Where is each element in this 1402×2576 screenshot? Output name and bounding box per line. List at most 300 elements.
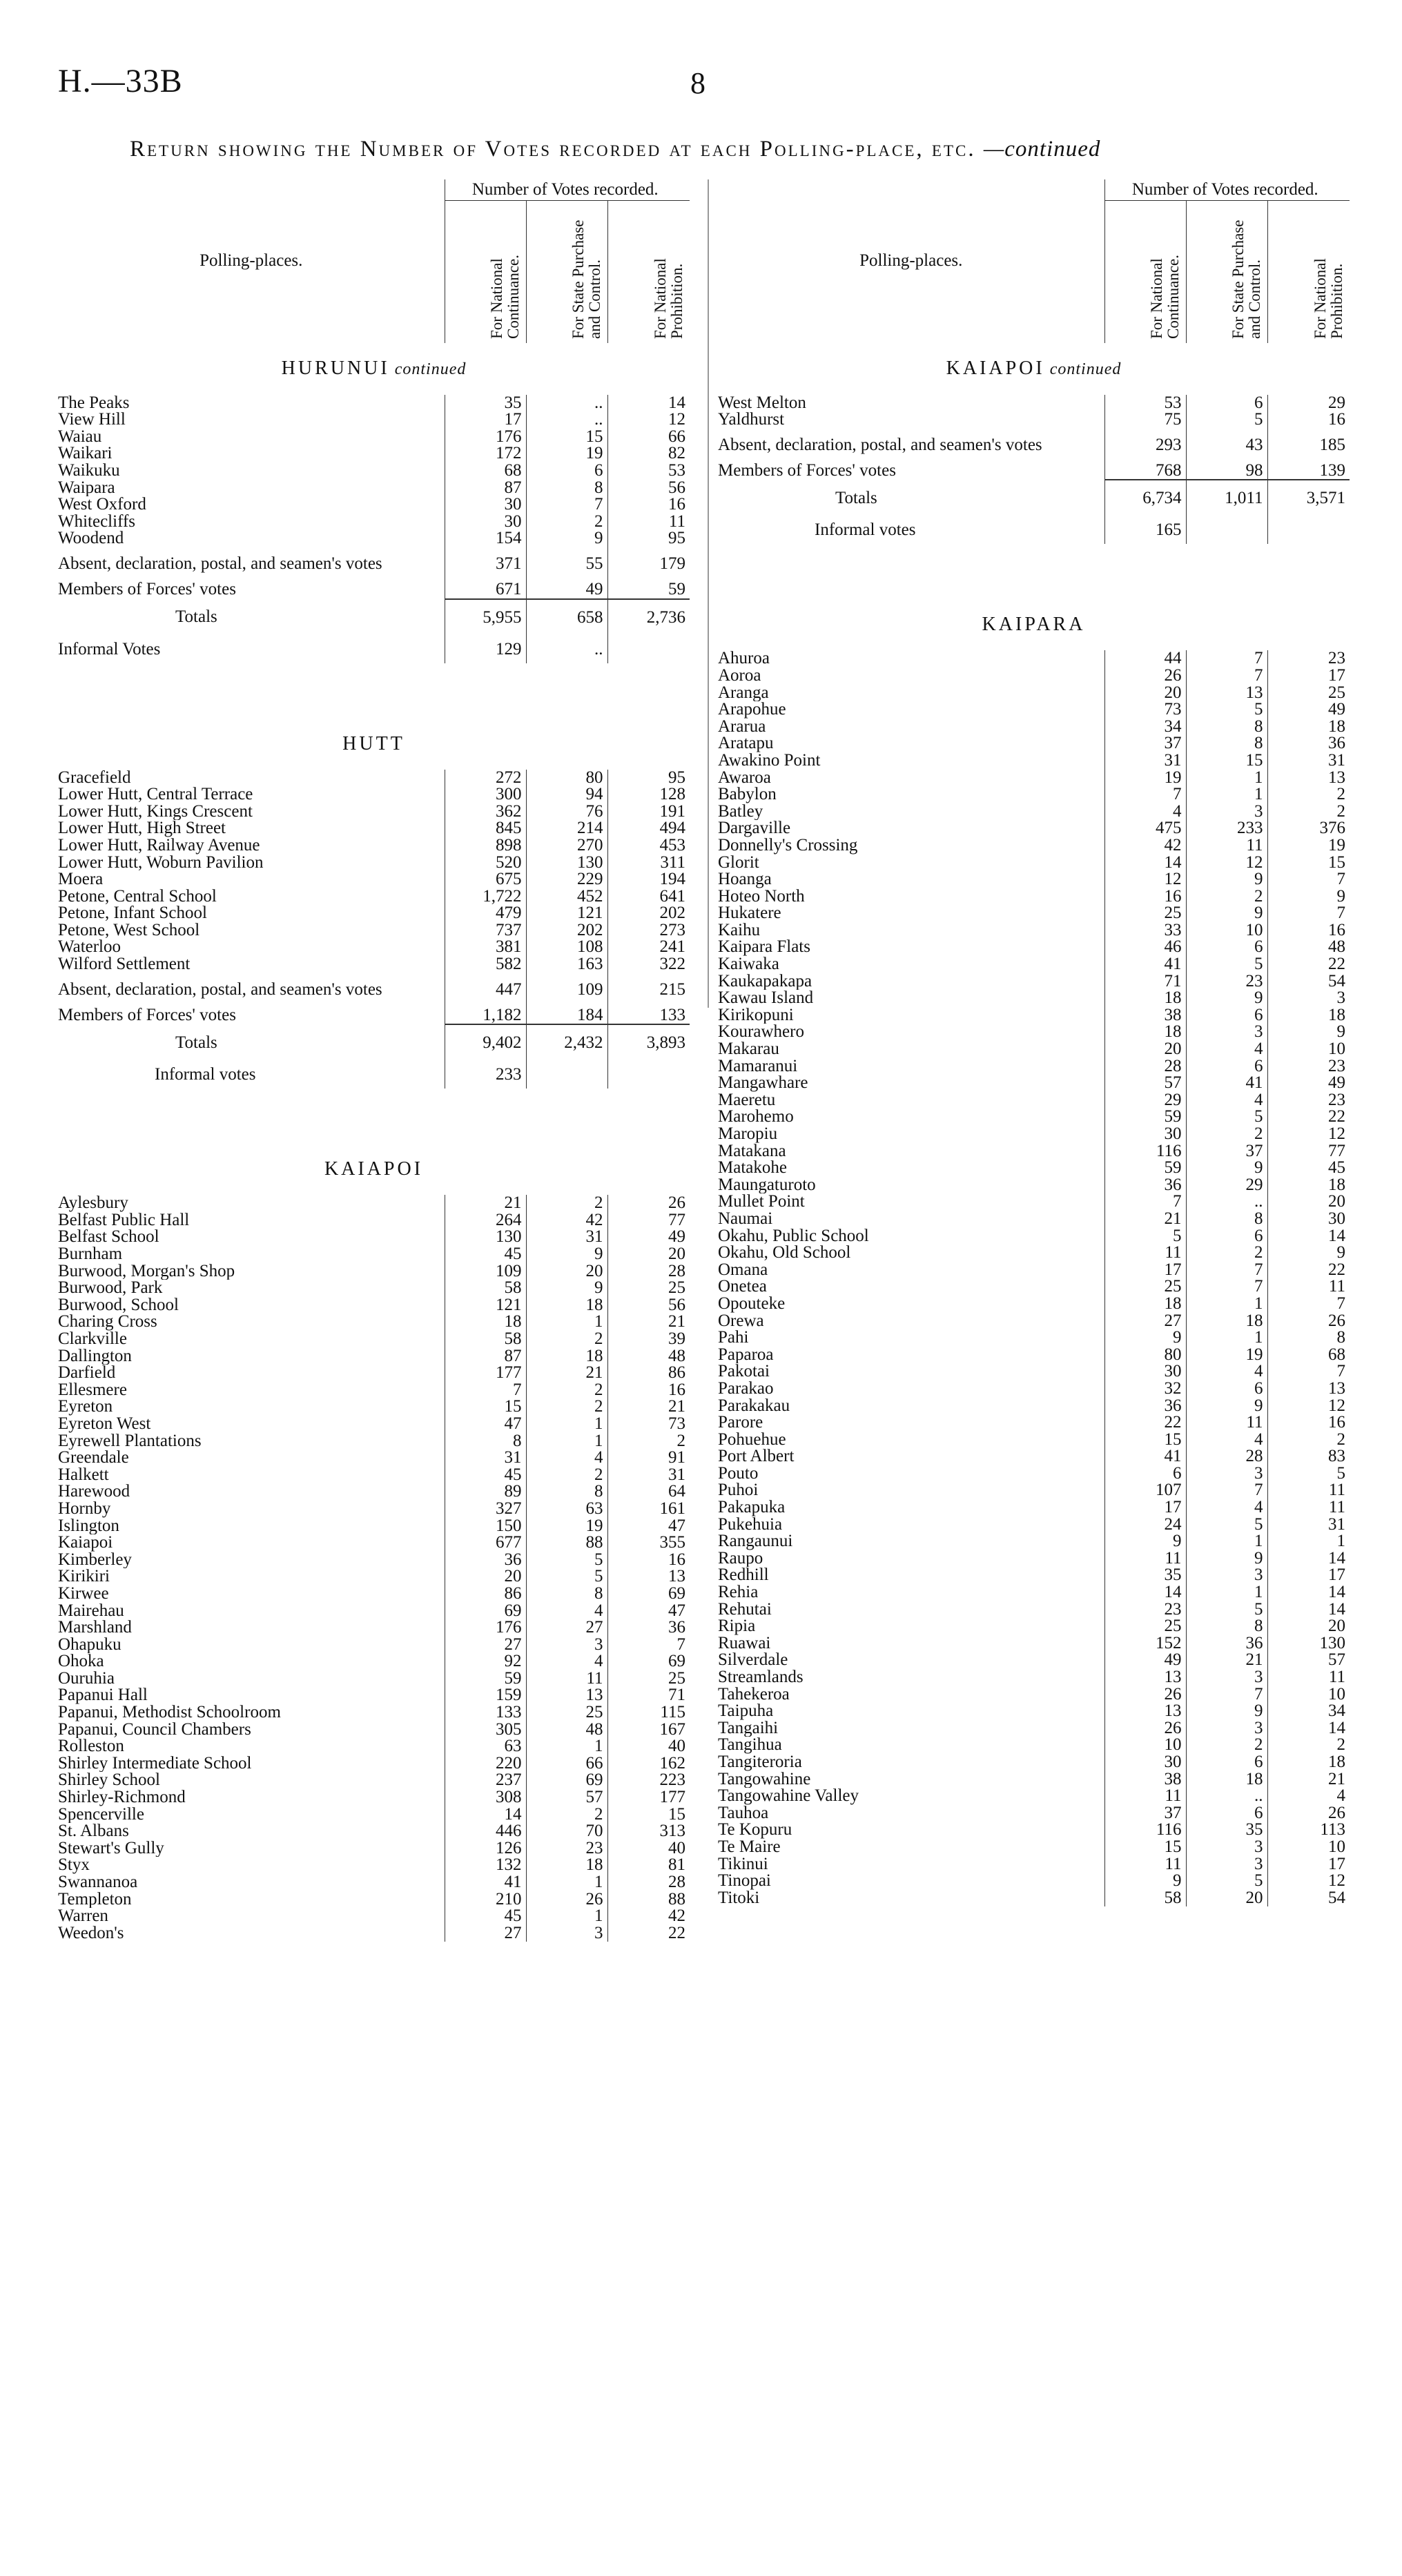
table-row: [718, 837, 1350, 855]
total-continuance: 5,955: [445, 599, 526, 636]
prohibition-value: 22: [1267, 1262, 1350, 1279]
continuance-value: 11: [1104, 1550, 1186, 1568]
state-purchase-value: 1: [1186, 770, 1267, 787]
continuance-value: 159: [445, 1687, 526, 1704]
state-purchase-value: 163: [526, 956, 607, 973]
polling-place-name: Tikinui: [718, 1855, 768, 1873]
informal-votes-value: 165: [1104, 516, 1186, 544]
state-purchase-value: 41: [1186, 1075, 1267, 1092]
table-row: [718, 1482, 1350, 1499]
polling-place-name: Tangowahine: [718, 1770, 811, 1788]
table-row: [58, 1450, 690, 1467]
continuance-value: 45: [445, 1246, 526, 1263]
state-purchase-value: 6: [526, 462, 607, 480]
state-purchase-value: 25: [526, 1704, 607, 1721]
prohibition-value: 4: [1267, 1788, 1350, 1805]
prohibition-value: 7: [607, 1637, 690, 1654]
state-purchase-value: 3: [1186, 1465, 1267, 1483]
continuance-value: 177: [445, 1365, 526, 1382]
polling-place-name: Kaiwaka: [718, 956, 779, 973]
continuance-value: 11: [1104, 1788, 1186, 1805]
polling-place-name: Tauhoa: [718, 1804, 769, 1822]
polling-place-name: Waiau: [58, 428, 102, 446]
state-purchase-value: 80: [526, 770, 607, 787]
prohibition-value: 47: [607, 1603, 690, 1620]
prohibition-value: 11: [1267, 1499, 1350, 1516]
state-purchase-value: 19: [1186, 1347, 1267, 1364]
continuance-value: 20: [1104, 685, 1186, 702]
polling-place-name: Templeton: [58, 1891, 132, 1909]
continuance-value: 5: [1104, 1228, 1186, 1245]
state-purchase-value: 5: [1186, 701, 1267, 719]
table-row: [718, 1873, 1350, 1890]
prohibition-value: 69: [607, 1653, 690, 1670]
continuance-value: 15: [1104, 1432, 1186, 1449]
prohibition-value: 49: [1267, 1075, 1350, 1092]
prohibition-value: 82: [607, 445, 690, 462]
polling-place-name: Harewood: [58, 1483, 130, 1501]
polling-place-name: Waikari: [58, 445, 113, 462]
continuance-value: 19: [1104, 770, 1186, 787]
table-row: [718, 462, 1350, 480]
table-row: [58, 820, 690, 837]
prohibition-value: 15: [607, 1806, 690, 1824]
table-row: [58, 1772, 690, 1789]
table-row: [718, 1788, 1350, 1805]
prohibition-value: 91: [607, 1450, 690, 1467]
prohibition-value: 83: [1267, 1448, 1350, 1465]
state-purchase-value: 4: [1186, 1041, 1267, 1058]
state-purchase-value: 8: [1186, 735, 1267, 752]
state-purchase-value: 28: [1186, 1448, 1267, 1465]
prohibition-value: 95: [607, 530, 690, 547]
continuance-value: 109: [445, 1263, 526, 1280]
polling-place-name: Arapohue: [718, 701, 786, 719]
state-purchase-value: 7: [1186, 1482, 1267, 1499]
state-purchase-value: 3: [1186, 1024, 1267, 1041]
polling-place-name: Paparoa: [718, 1346, 774, 1364]
state-purchase-value: 130: [526, 855, 607, 872]
polling-place-name: Aylesbury: [58, 1195, 128, 1212]
prohibition-value: 14: [607, 395, 690, 412]
table-row: [718, 973, 1350, 991]
polling-place-name: Lower Hutt, Central Terrace: [58, 786, 253, 803]
polling-place-name: Marshland: [58, 1619, 132, 1637]
state-purchase-value: 2: [1186, 1737, 1267, 1754]
state-purchase-value: 1: [526, 1738, 607, 1755]
continuance-value: 36: [445, 1552, 526, 1569]
state-purchase-value: 233: [1186, 820, 1267, 837]
continuance-value: 46: [1104, 939, 1186, 956]
state-purchase-value: 5: [1186, 411, 1267, 429]
table-row: [718, 1805, 1350, 1822]
polling-place-name: Spencerville: [58, 1806, 144, 1824]
prohibition-value: 16: [607, 496, 690, 514]
prohibition-value: 14: [1267, 1228, 1350, 1245]
polling-place-name: Opouteke: [718, 1295, 786, 1313]
table-row: [58, 1416, 690, 1433]
polling-place-name: Kirikopuni: [718, 1006, 794, 1024]
page-title: Return showing the Number of Votes recorded at each Polling-place, etc. —continued: [130, 137, 1101, 162]
state-purchase-value: 2: [526, 1195, 607, 1212]
prohibition-value: 162: [607, 1755, 690, 1773]
state-purchase-value: 3: [1186, 1720, 1267, 1737]
polling-place-name: Stewart's Gully: [58, 1840, 164, 1857]
table-row: [718, 1228, 1350, 1245]
continuance-value: 37: [1104, 1805, 1186, 1822]
prohibition-value: 20: [1267, 1618, 1350, 1635]
table-row: [718, 701, 1350, 719]
continuance-value: 14: [1104, 1584, 1186, 1601]
state-purchase-value: 5: [526, 1568, 607, 1585]
polling-place-name: Woodend: [58, 530, 124, 547]
polling-place-name: Raupo: [718, 1550, 763, 1568]
prohibition-value: 17: [1267, 1856, 1350, 1873]
table-row: [58, 496, 690, 514]
continuance-value: 13: [1104, 1703, 1186, 1720]
continuance-value: 152: [1104, 1635, 1186, 1652]
prohibition-value: 2: [1267, 803, 1350, 821]
state-purchase-value: 4: [1186, 1363, 1267, 1380]
state-purchase-value: 55: [526, 547, 607, 581]
prohibition-value: 21: [607, 1398, 690, 1416]
prohibition-value: 19: [1267, 837, 1350, 855]
state-purchase-value: 121: [526, 905, 607, 922]
continuance-value: 17: [1104, 1262, 1186, 1279]
state-purchase-value: 70: [526, 1823, 607, 1840]
table-row: [58, 1229, 690, 1246]
prohibition-value: 494: [607, 820, 690, 837]
continuance-value: 86: [445, 1585, 526, 1603]
state-purchase-value: 184: [526, 1007, 607, 1025]
table-row: [718, 719, 1350, 736]
state-purchase-value: 3: [526, 1637, 607, 1654]
informal-votes-row: [58, 1061, 690, 1089]
prohibition-value: 49: [607, 1229, 690, 1246]
continuance-value: 89: [445, 1483, 526, 1501]
polling-place-name: Glorit: [718, 854, 759, 872]
state-purchase-value: 36: [1186, 1635, 1267, 1652]
totals-label: Totals: [175, 607, 217, 627]
continuance-value: 154: [445, 530, 526, 547]
prohibition-value: 185: [1267, 429, 1350, 462]
state-purchase-value: 20: [1186, 1890, 1267, 1907]
table-row: [58, 803, 690, 821]
state-purchase-header: For State Purchase and Control.: [526, 201, 607, 343]
state-purchase-value: 18: [526, 1297, 607, 1314]
continuance-value: 11: [1104, 1856, 1186, 1873]
polling-place-name: Redhill: [718, 1567, 769, 1585]
polling-place-name: Members of Forces' votes: [718, 462, 896, 480]
polling-place-name: Kaipara Flats: [718, 939, 810, 957]
polling-place-name: Tangaihi: [718, 1719, 779, 1737]
continuance-value: 107: [1104, 1482, 1186, 1499]
informal-votes-value: 129: [445, 636, 526, 663]
table-row: [718, 395, 1350, 412]
state-purchase-value: 11: [1186, 837, 1267, 855]
state-purchase-value: 9: [1186, 1160, 1267, 1177]
continuance-value: 6: [1104, 1465, 1186, 1483]
state-purchase-value: 1: [1186, 1584, 1267, 1601]
total-continuance: 6,734: [1104, 480, 1186, 516]
informal-votes-extra: ..: [526, 636, 607, 663]
state-purchase-value: 27: [526, 1619, 607, 1637]
prohibition-value: 22: [607, 1925, 690, 1942]
polling-place-name: Pouto: [718, 1465, 759, 1483]
continuance-value: 447: [445, 973, 526, 1007]
table-row: [718, 1737, 1350, 1754]
prohibition-value: 14: [1267, 1584, 1350, 1601]
table-row: [718, 1584, 1350, 1601]
prohibition-value: 133: [607, 1007, 690, 1025]
continuance-value: 8: [445, 1433, 526, 1450]
totals-row: [58, 1024, 690, 1061]
table-row: [718, 1533, 1350, 1550]
continuance-value: 41: [1104, 956, 1186, 973]
continuance-value: 59: [1104, 1109, 1186, 1126]
informal-votes-value: 233: [445, 1061, 526, 1089]
table-row: [718, 1822, 1350, 1839]
prohibition-value: 30: [1267, 1211, 1350, 1228]
prohibition-value: 56: [607, 480, 690, 497]
state-purchase-value: 6: [1186, 1007, 1267, 1024]
polling-place-name: Eyrewell Plantations: [58, 1432, 202, 1450]
continuance-value: 44: [1104, 650, 1186, 667]
state-purchase-value: 3: [1186, 1839, 1267, 1856]
table-row: [58, 837, 690, 855]
table-row: [718, 1278, 1350, 1296]
table-row: [718, 1363, 1350, 1380]
polling-place-name: Ahuroa: [718, 650, 770, 667]
table-row: [718, 1007, 1350, 1024]
table-row: [718, 1618, 1350, 1635]
state-purchase-value: 3: [1186, 1567, 1267, 1584]
state-purchase-value: 9: [526, 1280, 607, 1297]
informal-votes-label: Informal votes: [155, 1065, 256, 1084]
state-purchase-value: 88: [526, 1534, 607, 1552]
polling-place-name: Moera: [58, 871, 104, 888]
polling-place-name: Pukehuia: [718, 1516, 783, 1534]
table-row: [718, 888, 1350, 906]
column-divider: [708, 179, 709, 1008]
polling-place-name: West Oxford: [58, 496, 146, 514]
prohibition-value: 2: [1267, 1432, 1350, 1449]
table-row: [58, 973, 690, 1007]
state-purchase-value: 4: [1186, 1499, 1267, 1516]
prohibition-header: For National Prohibition.: [607, 201, 690, 343]
polling-place-name: Belfast Public Hall: [58, 1211, 190, 1229]
prohibition-value: 223: [607, 1772, 690, 1789]
table-row: [58, 939, 690, 956]
table-row: [718, 429, 1350, 462]
prohibition-value: 68: [1267, 1347, 1350, 1364]
table-row: [58, 1925, 690, 1942]
table-row: [718, 871, 1350, 888]
prohibition-value: 7: [1267, 1363, 1350, 1380]
continuance-value: 30: [445, 514, 526, 531]
prohibition-value: 54: [1267, 973, 1350, 991]
table-row: [58, 429, 690, 446]
polling-place-name: Puhoi: [718, 1482, 759, 1500]
state-purchase-value: 6: [1186, 1058, 1267, 1075]
polling-place-name: Hukatere: [718, 905, 781, 922]
table-row: [718, 905, 1350, 922]
continuance-value: 18: [1104, 1024, 1186, 1041]
total-continuance: 9,402: [445, 1024, 526, 1061]
table-row: [718, 956, 1350, 973]
table-row: [58, 1534, 690, 1552]
continuance-value: 1,182: [445, 1007, 526, 1025]
continuance-value: 305: [445, 1721, 526, 1739]
continuance-value: 21: [445, 1195, 526, 1212]
continuance-value: 220: [445, 1755, 526, 1773]
continuance-value: 4: [1104, 803, 1186, 821]
prohibition-value: 29: [1267, 395, 1350, 412]
prohibition-value: 88: [607, 1891, 690, 1909]
state-purchase-value: 109: [526, 973, 607, 1007]
table-row: [718, 1058, 1350, 1075]
state-purchase-header: For State Purchase and Control.: [1186, 201, 1267, 343]
polling-place-name: Ohoka: [58, 1653, 104, 1670]
state-purchase-value: 6: [1186, 939, 1267, 956]
state-purchase-value: 11: [526, 1670, 607, 1688]
state-purchase-value: 202: [526, 922, 607, 939]
state-purchase-value: 8: [526, 480, 607, 497]
state-purchase-value: 21: [526, 1365, 607, 1382]
prohibition-value: 128: [607, 786, 690, 803]
table-row: [58, 956, 690, 973]
polling-place-name: Rolleston: [58, 1738, 124, 1755]
prohibition-header: For National Prohibition.: [1267, 201, 1350, 343]
continuance-value: 15: [1104, 1839, 1186, 1856]
prohibition-value: 22: [1267, 956, 1350, 973]
total-prohibition: 2,736: [607, 599, 690, 636]
table-row: [718, 1516, 1350, 1534]
continuance-value: 63: [445, 1738, 526, 1755]
polling-place-name: Dargaville: [718, 820, 791, 837]
table-row: [58, 530, 690, 547]
polling-place-name: Gracefield: [58, 769, 131, 787]
informal-votes-row: [718, 516, 1350, 544]
prohibition-value: 179: [607, 547, 690, 581]
table-row: [58, 1518, 690, 1535]
continuance-value: 42: [1104, 837, 1186, 855]
polling-place-name: Petone, Central School: [58, 888, 217, 906]
polling-place-name: Maropiu: [718, 1126, 778, 1143]
polling-place-name: St. Albans: [58, 1823, 129, 1840]
prohibition-value: 26: [1267, 1313, 1350, 1330]
prohibition-value: 48: [607, 1348, 690, 1365]
polling-place-name: Styx: [58, 1857, 90, 1874]
total-state-purchase: 658: [526, 599, 607, 636]
continuance-value: 30: [445, 496, 526, 514]
polling-place-name: Ellesmere: [58, 1381, 127, 1399]
continuance-value: 1,722: [445, 888, 526, 906]
table-row: [718, 1109, 1350, 1126]
continuance-value: 20: [445, 1568, 526, 1585]
continuance-value: 768: [1104, 462, 1186, 480]
polling-place-name: Te Kopuru: [718, 1822, 792, 1839]
state-purchase-value: 270: [526, 837, 607, 855]
polling-place-name: Absent, declaration, postal, and seamen's votes: [58, 554, 382, 574]
prohibition-value: 17: [1267, 667, 1350, 685]
polling-place-name: Donnelly's Crossing: [718, 837, 858, 855]
continuance-value: 132: [445, 1857, 526, 1874]
polling-place-name: Kimberley: [58, 1551, 132, 1569]
continuance-value: 30: [1104, 1126, 1186, 1143]
polling-place-name: Swannanoa: [58, 1874, 138, 1891]
continuance-value: 133: [445, 1704, 526, 1721]
table-row: [58, 411, 690, 429]
state-purchase-value: 9: [1186, 1550, 1267, 1568]
polling-place-name: Mullet Point: [718, 1193, 805, 1211]
prohibition-value: 39: [607, 1331, 690, 1348]
state-purchase-value: 1: [1186, 1533, 1267, 1550]
continuance-value: 898: [445, 837, 526, 855]
prohibition-value: 1: [1267, 1533, 1350, 1550]
prohibition-value: 18: [1267, 1754, 1350, 1771]
table-row: [718, 820, 1350, 837]
state-purchase-value: 15: [1186, 752, 1267, 770]
polling-place-name: Ohapuku: [58, 1636, 121, 1654]
polling-place-name: Lower Hutt, Railway Avenue: [58, 837, 260, 855]
state-purchase-value: 1: [526, 1874, 607, 1891]
prohibition-value: 10: [1267, 1686, 1350, 1704]
prohibition-value: 113: [1267, 1822, 1350, 1839]
polling-place-name: Burnham: [58, 1246, 123, 1263]
prohibition-value: 77: [1267, 1143, 1350, 1160]
continuance-value: 130: [445, 1229, 526, 1246]
polling-place-name: Members of Forces' votes: [58, 1006, 236, 1025]
polling-place-name: View Hill: [58, 411, 126, 429]
table-row: [58, 1007, 690, 1025]
table-row: [718, 1245, 1350, 1262]
polling-place-name: Papanui Hall: [58, 1687, 148, 1705]
continuance-value: 30: [1104, 1363, 1186, 1380]
prohibition-value: 2: [1267, 1737, 1350, 1754]
polling-place-name: Makarau: [718, 1041, 779, 1058]
continuance-value: 28: [1104, 1058, 1186, 1075]
prohibition-value: 48: [1267, 939, 1350, 956]
state-purchase-value: 7: [1186, 650, 1267, 667]
table-row: [58, 1637, 690, 1654]
polling-place-name: Hoteo North: [718, 888, 805, 906]
table-row: [58, 1382, 690, 1399]
state-purchase-value: 7: [1186, 1278, 1267, 1296]
prohibition-value: 14: [1267, 1601, 1350, 1619]
prohibition-value: 9: [1267, 1024, 1350, 1041]
kaiapoi-section-title: KAIAPOI: [324, 1158, 424, 1180]
table-row: [58, 1212, 690, 1229]
state-purchase-value: 19: [526, 1518, 607, 1535]
prohibition-value: 18: [1267, 1177, 1350, 1194]
continuance-value: 520: [445, 855, 526, 872]
state-purchase-value: 2: [526, 1331, 607, 1348]
table-row: [718, 1499, 1350, 1516]
section-gap: [58, 1089, 690, 1144]
state-purchase-value: 3: [1186, 1669, 1267, 1686]
table-row: [58, 1874, 690, 1891]
polling-place-name: Warren: [58, 1908, 108, 1925]
state-purchase-value: 19: [526, 445, 607, 462]
state-purchase-value: 29: [1186, 1177, 1267, 1194]
continuance-value: 92: [445, 1653, 526, 1670]
continuance-value: 36: [1104, 1177, 1186, 1194]
polling-place-name: Lower Hutt, Woburn Pavilion: [58, 854, 264, 872]
prohibition-value: 8: [1267, 1329, 1350, 1347]
prohibition-value: 10: [1267, 1041, 1350, 1058]
continuance-value: 41: [1104, 1448, 1186, 1465]
